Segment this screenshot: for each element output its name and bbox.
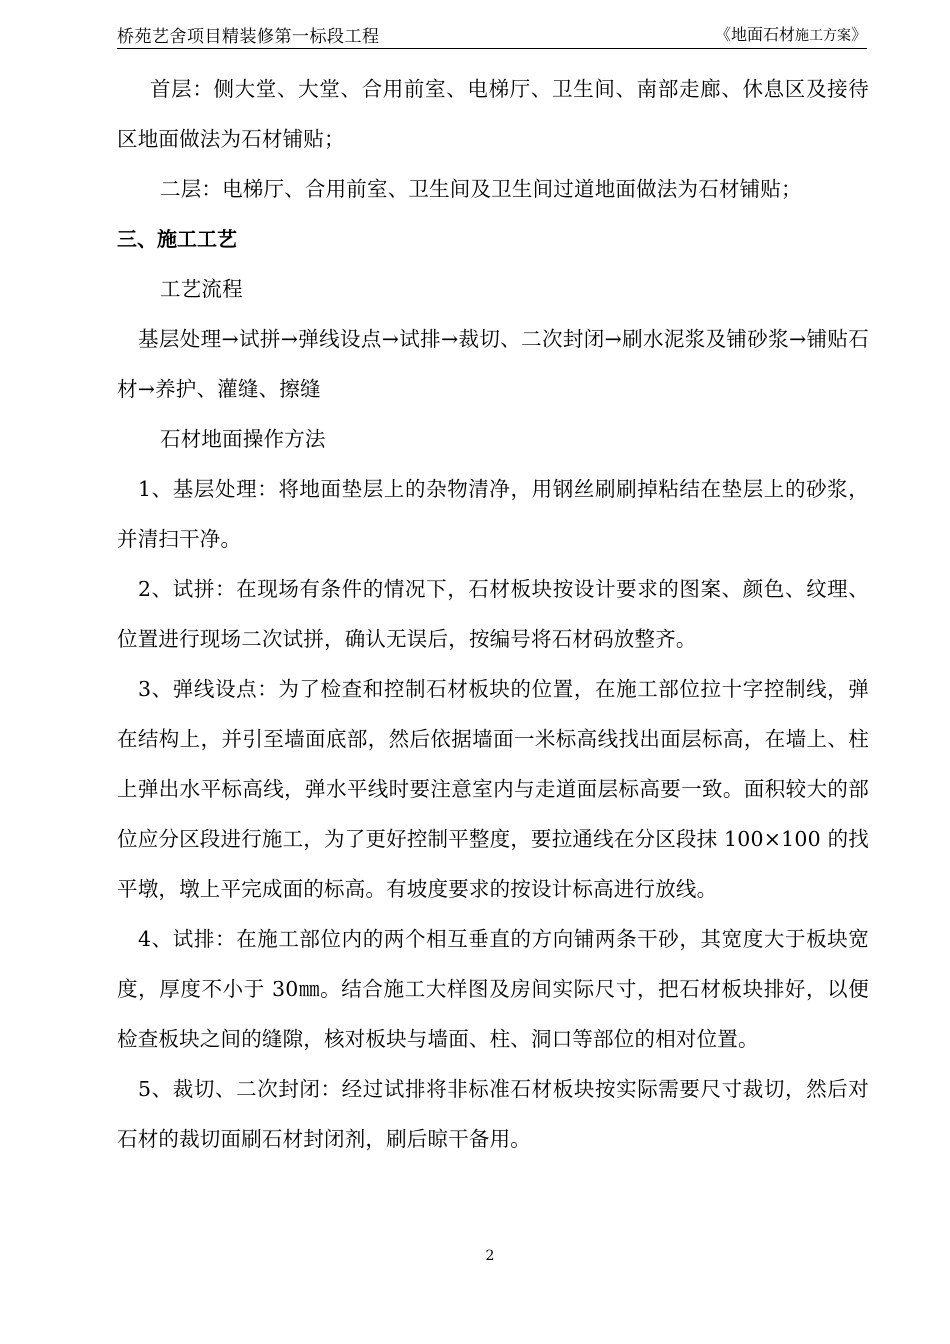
document-title-small: 施工方案 <box>794 28 851 44</box>
process-flow: 基层处理→试拼→弹线设点→试排→裁切、二次封闭→刷水泥浆及铺砂浆→铺贴石材→养护、灌缝、擦缝 <box>117 327 869 401</box>
step-4: 4、试排：在施工部位内的两个相互垂直的方向铺两条干砂，其宽度大于板块宽度，厚度不小于 30㎜。结合施工大样图及房间实际尺寸，把石材板块排好，以便检查板块之间的缝隙，核对板块与墙面、柱、洞口等部位的相对位置。 <box>117 927 869 1051</box>
step-3: 3、弹线设点：为了检查和控制石材板块的位置，在施工部位拉十字控制线，弹在结构上，并引至墙面底部，然后依据墙面一米标高线找出面层标高，在墙上、柱上弹出水平标高线，弹水平线时要注意室内与走道面层标高要一致。面积较大的部位应分区段进行施工，为了更好控制平整度，要拉通线在分区段抹 100×100 的找平墩，墩上平完成面的标高。有坡度要求的按设计标高进行放线。 <box>117 677 869 901</box>
page-header <box>117 20 867 49</box>
document-body <box>117 64 869 1164</box>
subheading-method: 石材地面操作方法 <box>160 427 326 451</box>
step-1: 1、基层处理：将地面垫层上的杂物清净，用钢丝刷刷掉粘结在垫层上的砂浆，并清扫干净。 <box>117 477 869 551</box>
document-title-prefix: 《地面石材 <box>714 25 795 44</box>
paragraph-first-floor: 首层：侧大堂、大堂、合用前室、电梯厅、卫生间、南部走廊、休息区及接待区地面做法为石材铺贴； <box>117 77 869 151</box>
subheading-process: 工艺流程 <box>160 277 243 301</box>
paragraph-second-floor: 二层：电梯厅、合用前室、卫生间及卫生间过道地面做法为石材铺贴； <box>160 177 802 201</box>
project-title: 桥苑艺舍项目精装修第一标段工程 <box>117 27 380 47</box>
step-5: 5、裁切、二次封闭：经过试排将非标准石材板块按实际需要尺寸裁切，然后对石材的裁切面刷石材封闭剂，刷后晾干备用。 <box>117 1077 869 1151</box>
step-2: 2、试拼：在现场有条件的情况下，石材板块按设计要求的图案、颜色、纹理、位置进行现场二次试拼，确认无误后，按编号将石材码放整齐。 <box>117 577 869 651</box>
document-title <box>715 22 867 45</box>
section-heading: 三、施工工艺 <box>117 227 237 251</box>
document-title-suffix: 》 <box>850 25 867 44</box>
page-number: 2 <box>485 1248 495 1264</box>
